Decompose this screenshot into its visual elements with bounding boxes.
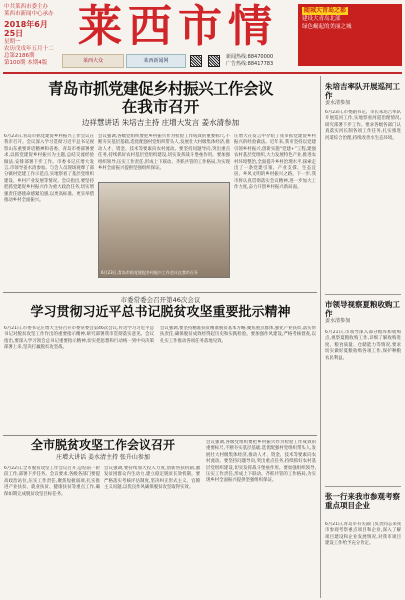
masthead	[0, 0, 405, 72]
mid-headline-block	[3, 296, 318, 321]
low-headline-block	[3, 438, 203, 462]
sidebar-title: 张一行来我市参观考察重点项目企业	[325, 492, 400, 510]
lead-headline-block	[3, 80, 318, 128]
lead-column-2: 会议强调,各级党组织要把乡村振兴作为检验工作成效的重要标尺,不断夯实基层基础,选优配强村党组织带头人,发展壮大村级集体经济,推动人才、资金、技术等要素向农村流动。要坚持问题导向,突出重点任务,持续抓好农村基层党组织建设,切实发挥战斗堡垒作用。要加强组织领导,压实工作责任,形成上下联动、齐抓共管的工作格局,为实现乡村全面振兴提供坚强组织保证。	[98, 134, 230, 172]
lead-photo	[98, 182, 230, 278]
qr-code-icon	[190, 55, 202, 67]
sidebar-divider	[325, 294, 401, 295]
slogan-badge: 随城大青岛之都	[304, 7, 347, 14]
lead-title-line-2: 在我市召开	[121, 97, 200, 116]
mid-title: 学习贯彻习近平总书记脱贫攻坚重要批示精神	[30, 305, 291, 320]
lead-column-1: 6月23日,青岛市抓党建促乡村振兴工作会议在我市召开。会议深入学习贯彻习近平总书记视察山东重要讲话精神和省委、青岛市委部署要求,以抓党建促乡村振兴为主题,总结交流经验做法,安排部署下步工作。市委书记庄增大发言,市领导姜水清参加。与会人员现场观摩了部分镇村党建工作示范点,实地察看了基层党组织建设、乡村产业发展等情况。会议指出,要坚持把抓党建促乡村振兴作为重大政治任务,切实增强责任感使命感紧迫感,以更高标准、更实举措推动乡村全面振兴。	[4, 134, 94, 204]
slogan-line-2: 绿色崛起的美丽之城	[302, 24, 352, 30]
ad-hotline: 广告热线:88417783	[226, 61, 274, 67]
date-text: 2018年6月25日	[4, 20, 48, 38]
weekday: 星期一	[4, 39, 21, 45]
sponsor-line-2: 莱西市新闻中心承办	[4, 11, 54, 17]
low-column-1: 6月22日,全市脱贫攻坚工作会议召开,总结前一阶段工作,部署下步任务。会议要求,各级各部门要提高政治站位,压实工作责任,聚焦短板弱项,扎实推进产业扶贫、就业扶贫、健康扶贫等重点工作,确保如期完成脱贫攻坚目标任务。	[4, 466, 100, 497]
sidebar	[320, 76, 403, 598]
low-column-2: 会议强调,要持续加大投入力度,创新帮扶机制,激发贫困群众内生动力,建立稳定脱贫长效机制。要严格落实考核评估制度,坚决纠正形式主义、官僚主义问题,以优良作风确保脱贫攻坚取得实效。	[104, 466, 200, 491]
issue-this: 第100期 本期4版	[4, 60, 48, 66]
low-subtitle: 庄增大讲话 姜水清主持 张升山参加	[56, 454, 150, 461]
lead-column-3: 庄增大在发言中介绍了我市抓党建促乡村振兴的经验做法。近年来,我市坚持以党建引领乡村振兴,创新实施“党建+”工程,建强农村基层党组织,大力发展特色产业,推进农村环境整治,全面提升乡村治理水平,探索走出了一条党建引领、产业支撑、生态宜居、乡风文明的乡村振兴之路。下一步,我市将认真贯彻落实会议精神,进一步加大工作力度,奋力开创乡村振兴新局面。	[234, 134, 316, 191]
sidebar-title: 市领导视察夏粮收购工作	[325, 300, 400, 318]
sidebar-article	[325, 300, 403, 325]
section-divider	[3, 292, 317, 293]
issue-date	[4, 21, 56, 39]
news-hotline: 新闻热线:88470000	[226, 54, 274, 60]
mid-column-2: 会议强调,要坚持精准扶贫精准脱贫基本方略,聚焦重点群体,强化产业扶贫,落实帮扶责任,确保脱贫成效经得起历史和实践检验。要加强作风建设,严格考核督查,以扎实工作推动各项任务落地见效。	[160, 326, 316, 344]
masthead-rule	[3, 72, 402, 74]
sidebar-body: 6月21日,市领导深入部分粮库和收购点,视察夏粮收购工作,详细了解收购进度、粮食质量、仓储能力等情况,要求切实做好夏粮收购各项工作,保护种粮农民利益。	[325, 330, 401, 361]
issue-total: 总第2186期	[4, 53, 35, 59]
lunar-date: 农历戊戌年五月十二	[4, 46, 54, 52]
section-divider	[3, 435, 317, 436]
sponsor-line-1: 中共莱西市委主办	[4, 4, 49, 10]
sidebar-article	[325, 82, 403, 107]
low-title: 全市脱贫攻坚工作会议召开	[30, 438, 175, 452]
photo-caption: 6月23日,青岛市抓党建促乡村振兴工作会议在我市召开	[101, 270, 198, 275]
low-column-3: 会议强调,各级党组织要把乡村振兴作为检验工作成效的重要标尺,不断夯实基层基础,选优配强村党组织带头人,发展壮大村级集体经济,推动人才、资金、技术等要素向农村流动。要坚持问题导向,突出重点任务,持续抓好农村基层党组织建设,切实发挥战斗堡垒作用。要加强组织领导,压实工作责任,形成上下联动、齐抓共管的工作格局,为实现乡村全面振兴提供坚强组织保证。	[206, 440, 316, 484]
slogan-line-1: 建设大青岛北部	[302, 16, 341, 22]
sidebar-article	[325, 492, 403, 510]
sidebar-subtitle: 姜水清参加	[325, 318, 351, 324]
masthead-left	[4, 4, 56, 67]
sidebar-divider	[325, 486, 401, 487]
mid-kicker: 市委常委会召开第46次会议	[120, 296, 201, 304]
lead-subtitle: 边祥慧讲话 朱培吉主持 庄增大发言 姜水清参加	[81, 118, 240, 127]
lead-title-line-1: 青岛市抓党建促乡村振兴工作会议	[47, 79, 273, 98]
masthead-slogan-box	[298, 4, 402, 66]
sidebar-subtitle: 姜水清参加	[325, 100, 351, 106]
sidebar-title: 朱培吉率队开展巡河工作	[325, 82, 400, 100]
logo-laixi-news: 莱西新闻网	[126, 54, 186, 68]
sidebar-body: 6月23日,市委副书记、市长朱培吉率队开展巡河工作,实地察看河道治理情况,研究部署下步工作。要求各级各部门认真落实河长制各项工作任务,扎实推进河道综合治理,持续改善水生态环境。	[325, 110, 401, 141]
qr-code-icon	[208, 55, 220, 67]
phone-lines	[226, 54, 296, 68]
mid-column-1: 6月21日,市委书记庄增大主持召开市委常委会第46次会议,传达学习习近平总书记对脱贫攻坚工作作出的重要指示精神,研究部署我市贯彻落实意见。会议指出,要深入学习领会总书记重要指示精神,切实把思想和行动统一到中央决策部署上来,坚决打赢脱贫攻坚战。	[4, 326, 154, 351]
sidebar-body: 6月21日,青岛市有关部门负责同志来我市参观考察重点项目和企业,深入了解项目建设和企业发展情况,对我市项目建设工作给予充分肯定。	[325, 522, 401, 547]
logo-laixi-dazhong: 莱西大众	[62, 54, 124, 68]
newspaper-title: 莱西市情	[78, 1, 278, 52]
